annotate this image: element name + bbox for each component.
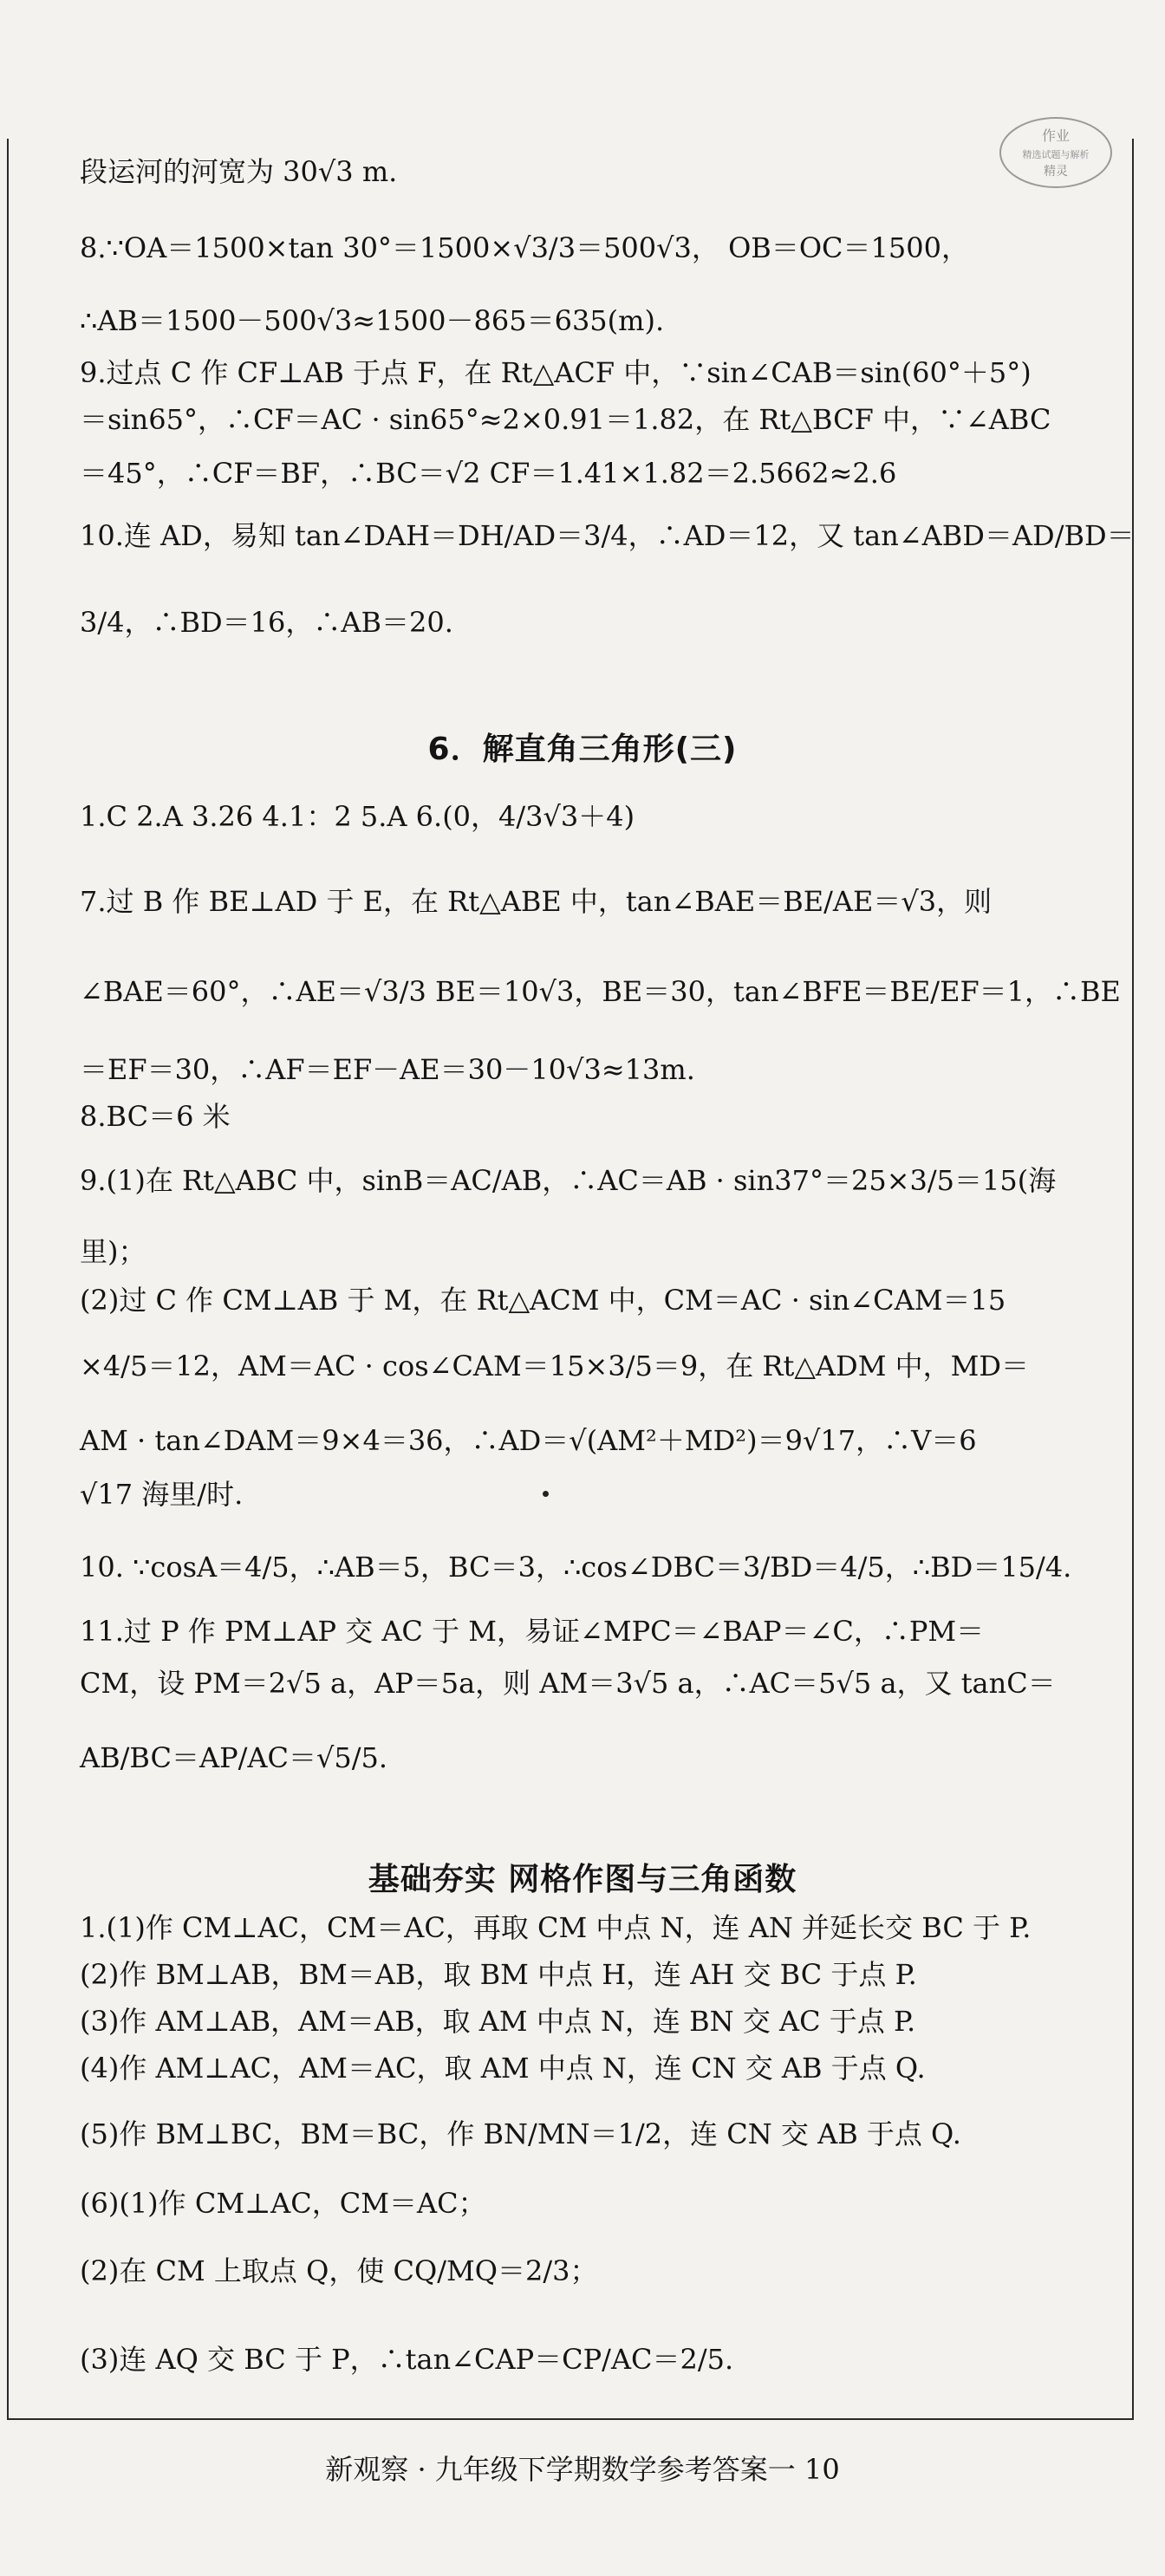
line-21: 11.过 P 作 PM⊥AP 交 AC 于 M，易证∠MPC＝∠BAP＝∠C，∴PM＝ (80, 1615, 985, 1648)
line-19: √17 海里/时. (80, 1478, 244, 1511)
line-04: 9.过点 C 作 CF⊥AB 于点 F，在 Rt△ACF 中，∵sin∠CAB＝sin(60°＋5°) (80, 356, 1032, 389)
line-26: (3)作 AM⊥AB，AM＝AB，取 AM 中点 N，连 BN 交 AC 于点 P. (80, 2005, 916, 2038)
line-10: 7.过 B 作 BE⊥AD 于 E，在 Rt△ABE 中，tan∠BAE＝BE/AE＝√3，则 (80, 885, 993, 918)
line-05: ＝sin65°，∴CF＝AC · sin65°≈2×0.91＝1.82，在 Rt△BCF 中，∵∠ABC (80, 403, 1051, 436)
line-18: AM · tan∠DAM＝9×4＝36，∴AD＝√(AM²＋MD²)＝9√17，∴V＝6 (80, 1424, 977, 1457)
footer-rule (7, 2418, 1134, 2420)
line-01: 段运河的河宽为 30√3 m. (80, 155, 398, 188)
line-20: 10. ∵cosA＝4/5，∴AB＝5，BC＝3，∴cos∠DBC＝3/BD＝4/5，∴BD＝15/4. (80, 1551, 1072, 1584)
line-12: ＝EF＝30，∴AF＝EF－AE＝30－10√3≈13m. (80, 1053, 695, 1086)
watermark-stamp (995, 111, 1116, 194)
stamp-text-2: 精选试题与解析 (1022, 149, 1090, 160)
line-25: (2)作 BM⊥AB，BM＝AB，取 BM 中点 H，连 AH 交 BC 于点 P. (80, 1958, 917, 1991)
line-15: 里)； (80, 1235, 146, 1268)
line-28: (5)作 BM⊥BC，BM＝BC，作 BN/MN＝1/2，连 CN 交 AB 于点 Q. (80, 2117, 961, 2150)
page-footer: 新观察 · 九年级下学期数学参考答案一 10 (325, 2453, 840, 2486)
section-heading-1: 6．解直角三角形(三) (427, 732, 738, 767)
line-07: 10.连 AD，易知 tan∠DAH＝DH/AD＝3/4，∴AD＝12，又 tan∠ABD＝AD/BD＝ (80, 519, 1135, 552)
line-13: 8.BC＝6 米 (80, 1100, 231, 1133)
line-14: 9.(1)在 Rt△ABC 中，sinB＝AC/AB，∴AC＝AB · sin37°＝25×3/5＝15(海 (80, 1164, 1057, 1197)
section-heading-2: 基础夯实 网格作图与三角函数 (368, 1862, 797, 1897)
line-30: (2)在 CM 上取点 Q，使 CQ/MQ＝2/3； (80, 2254, 598, 2287)
right-margin-rule (1132, 139, 1134, 2418)
center-dot (543, 1491, 549, 1497)
line-11: ∠BAE＝60°，∴AE＝√3/3 BE＝10√3，BE＝30，tan∠BFE＝BE/EF＝1，∴BE (80, 975, 1121, 1008)
line-03: ∴AB＝1500－500√3≈1500－865＝635(m). (80, 304, 665, 337)
line-23: AB/BC＝AP/AC＝√5/5. (80, 1741, 388, 1774)
stamp-text-1: 作业 (1041, 127, 1071, 144)
line-17: ×4/5＝12，AM＝AC · cos∠CAM＝15×3/5＝9，在 Rt△ADM 中，MD＝ (80, 1350, 1030, 1382)
line-31: (3)连 AQ 交 BC 于 P，∴tan∠CAP＝CP/AC＝2/5. (80, 2343, 734, 2376)
line-29: (6)(1)作 CM⊥AC，CM＝AC； (80, 2187, 486, 2220)
stamp-text-3: 精灵 (1044, 165, 1068, 179)
line-06: ＝45°，∴CF＝BF，∴BC＝√2 CF＝1.41×1.82＝2.5662≈2.6 (80, 457, 897, 490)
line-22: CM，设 PM＝2√5 a，AP＝5a，则 AM＝3√5 a，∴AC＝5√5 a，又 tanC＝ (80, 1667, 1056, 1700)
line-16: (2)过 C 作 CM⊥AB 于 M，在 Rt△ACM 中，CM＝AC · sin∠CAM＝15 (80, 1284, 1006, 1317)
line-08: 3/4，∴BD＝16，∴AB＝20. (80, 606, 453, 639)
line-24: 1.(1)作 CM⊥AC，CM＝AC，再取 CM 中点 N，连 AN 并延长交 BC 于 P. (80, 1911, 1032, 1944)
line-02: 8.∵OA＝1500×tan 30°＝1500×√3/3＝500√3， OB＝OC＝1500， (80, 231, 969, 264)
line-09: 1.C 2.A 3.26 4.1：2 5.A 6.(0，4/3√3＋4) (80, 800, 635, 833)
left-margin-rule (7, 139, 9, 2418)
line-27: (4)作 AM⊥AC，AM＝AC，取 AM 中点 N，连 CN 交 AB 于点 Q. (80, 2052, 926, 2085)
